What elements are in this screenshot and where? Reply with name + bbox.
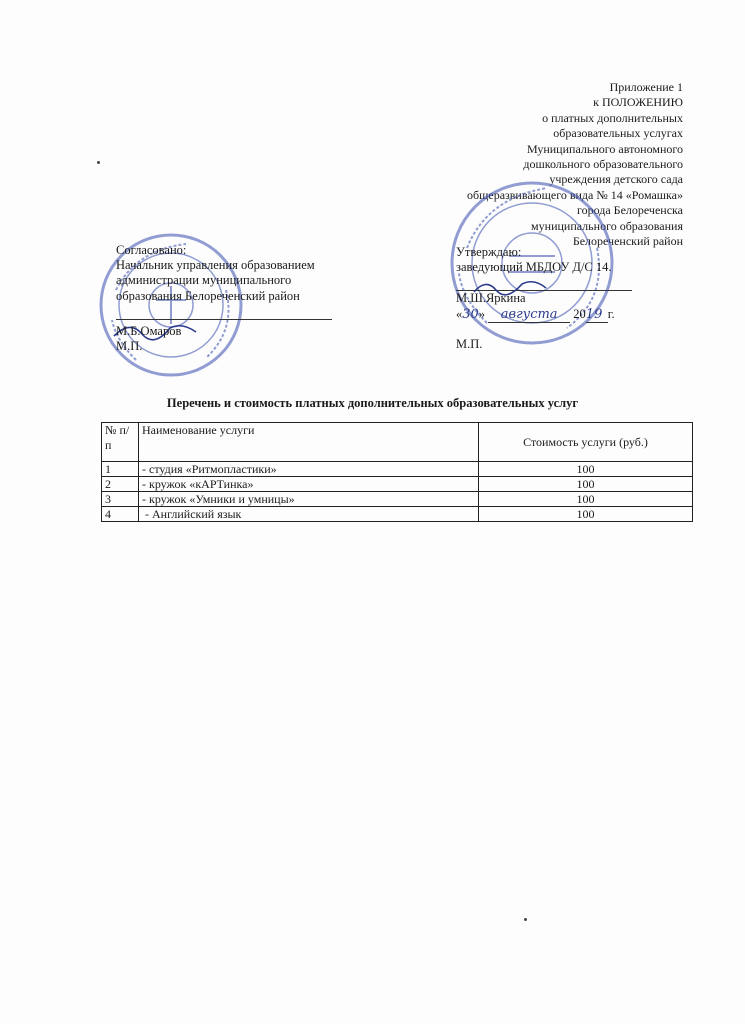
- approval-left-name: М.Б.Омаров: [116, 323, 182, 338]
- row-num: 2: [102, 477, 139, 492]
- services-table: [101, 422, 693, 522]
- table-header-row: [102, 423, 693, 462]
- appendix-line: о платных дополнительных: [542, 110, 683, 125]
- appendix-line: Приложение 1: [609, 80, 683, 94]
- approval-left-position: администрации муниципального: [116, 273, 292, 288]
- date-close-quote: »: [478, 306, 486, 321]
- row-name: - студия «Ритмопластики»: [139, 462, 479, 477]
- date-suffix: г.: [607, 306, 615, 321]
- approval-left-title: Согласовано:: [116, 243, 187, 257]
- table-row: [102, 492, 693, 507]
- appendix-line: к ПОЛОЖЕНИЮ: [593, 95, 683, 110]
- row-num: 3: [102, 492, 139, 507]
- date-day: 30: [462, 306, 479, 322]
- scan-speck: [524, 918, 527, 921]
- approval-right: [456, 245, 696, 352]
- row-num: 1: [102, 462, 139, 477]
- row-price: 100: [479, 477, 693, 492]
- appendix-line: Муниципального автономного: [526, 141, 683, 156]
- approval-left-seal-label: М.П.: [116, 339, 143, 354]
- signature-line: [116, 304, 332, 320]
- approval-left: [116, 243, 356, 354]
- appendix-line: Белореченский район: [572, 234, 683, 249]
- approval-left-position: Начальник управления образованием: [116, 258, 315, 273]
- row-price: 100: [479, 492, 693, 507]
- appendix-line: учреждения детского сада: [549, 172, 683, 187]
- header-name: Наименование услуги: [139, 423, 479, 462]
- approval-right-seal-label: М.П.: [456, 336, 483, 351]
- header-num: № п/п: [102, 423, 139, 462]
- approval-left-position: образования Белореченский район: [116, 288, 300, 303]
- row-name: - кружок «Умники и умницы»: [139, 492, 479, 507]
- header-price: Стоимость услуги (руб.): [479, 423, 693, 462]
- row-price: 100: [479, 507, 693, 522]
- row-num: 4: [102, 507, 139, 522]
- approval-right-position: заведующий МБДОУ Д/С 14.: [456, 260, 612, 275]
- appendix-line: города Белореченска: [576, 203, 683, 218]
- table-row: [102, 477, 693, 492]
- row-name: - Английский язык: [139, 507, 479, 522]
- row-price: 100: [479, 462, 693, 477]
- approval-date: [456, 307, 696, 323]
- table-row: [102, 507, 693, 522]
- row-name: - кружок «кАРТинка»: [139, 477, 479, 492]
- table-row: [102, 462, 693, 477]
- document-heading: Перечень и стоимость платных дополнительных образовательных услуг: [166, 396, 579, 410]
- date-year-suffix: 19: [586, 307, 608, 323]
- right-signature-icon: [470, 276, 550, 298]
- appendix-line: образовательных услугах: [553, 126, 683, 141]
- appendix-line: дошкольного образовательного: [523, 157, 683, 172]
- appendix-line: общеразвивающего вида № 14 «Ромашка»: [467, 187, 683, 202]
- scan-speck: [97, 161, 100, 164]
- appendix-line: муниципального образования: [531, 218, 683, 233]
- date-open-quote: «: [456, 306, 463, 321]
- approval-right-name: М.Ш.Яркина: [456, 291, 526, 306]
- approval-right-title: Утверждаю:: [456, 245, 522, 259]
- date-year-prefix: 20: [573, 306, 586, 321]
- date-month: августа: [488, 307, 570, 323]
